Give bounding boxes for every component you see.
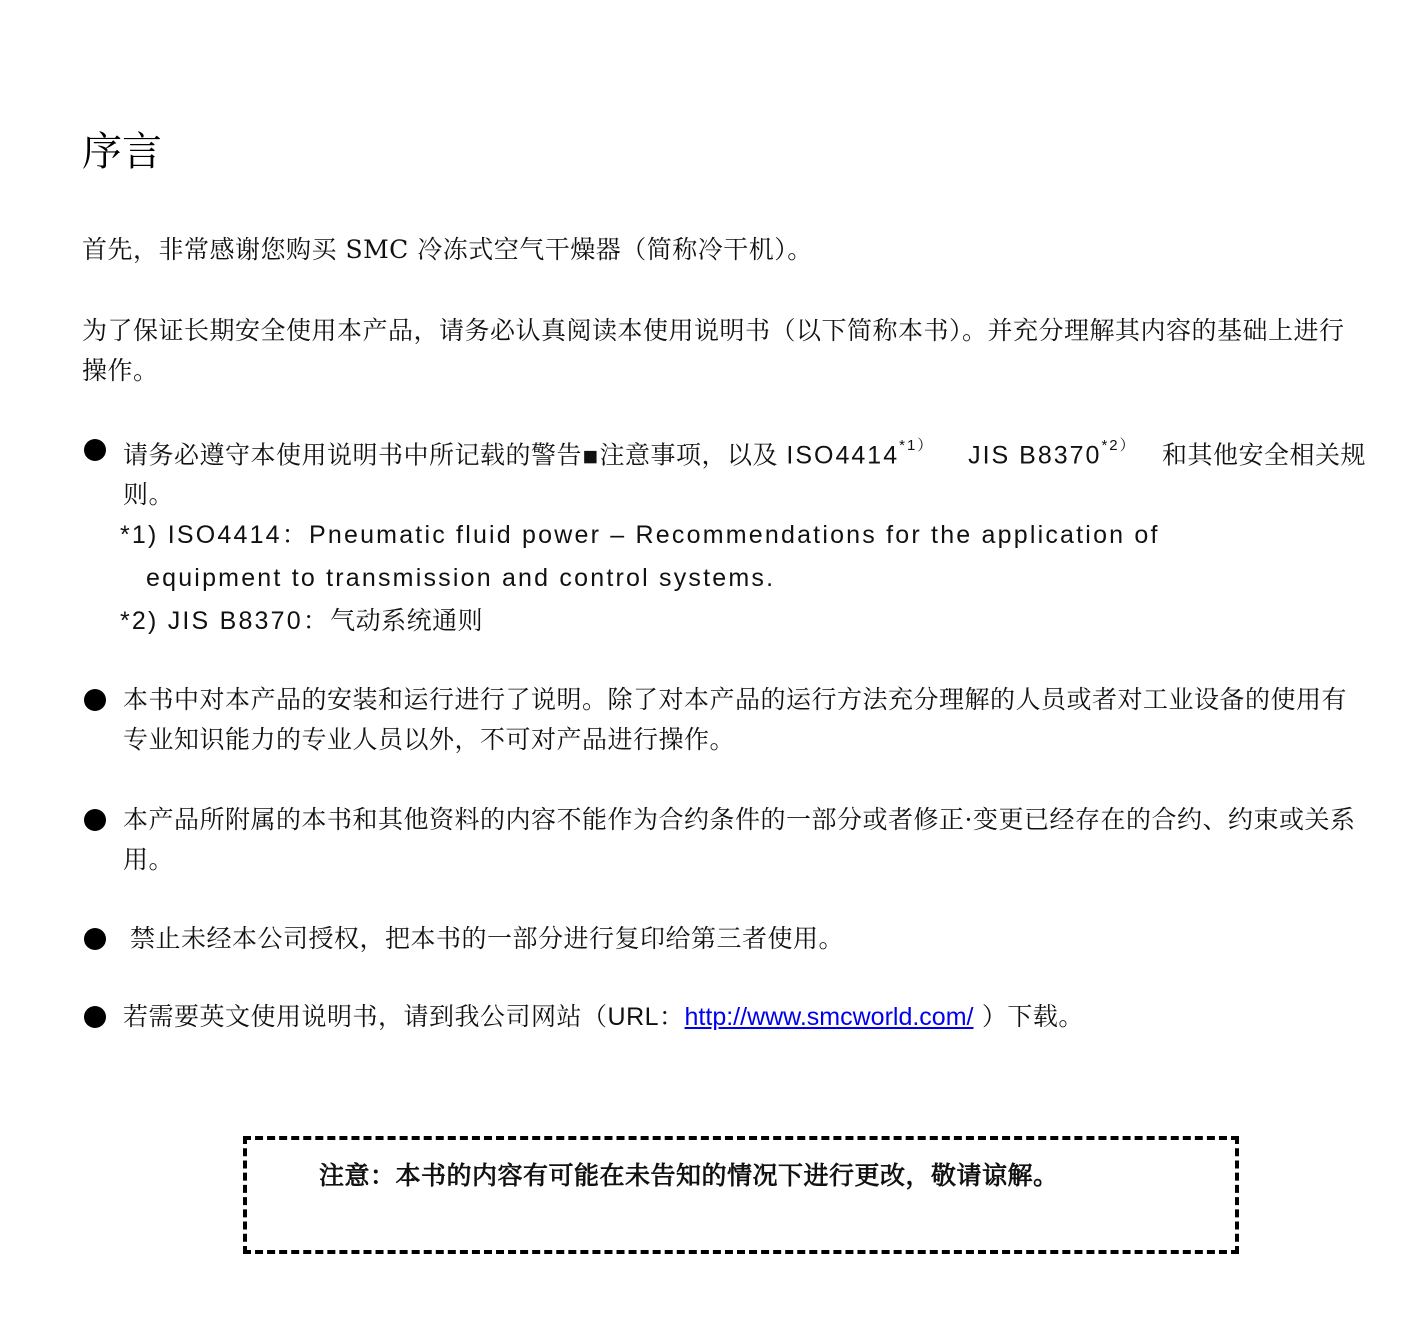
bullet-english-text-a: 若需要英文使用说明书，请到我公司网站（ bbox=[123, 1002, 608, 1031]
bullet-english-text bbox=[123, 997, 1367, 1037]
bullet-english-manual bbox=[82, 997, 1367, 1037]
intro-paragraph: 首先，非常感谢您购买 SMC 冷冻式空气干燥器（简称冷干机）。 bbox=[82, 235, 813, 264]
bullet-copy-text: 禁止未经本公司授权，把本书的一部分进行复印给第三者使用。 bbox=[130, 924, 845, 953]
bullet-contract bbox=[82, 800, 1367, 880]
separator-dot: ▪ bbox=[582, 440, 600, 470]
footnote-ref-1: *1） bbox=[899, 437, 935, 454]
footnote-1-line-2: equipment to transmission and control systems. bbox=[146, 564, 776, 592]
smc-website-link[interactable]: http://www.smcworld.com/ bbox=[684, 1003, 974, 1031]
bullet-safety-text bbox=[123, 430, 1367, 515]
bullet-icon bbox=[84, 1006, 106, 1028]
bullet-safety-text-a: 请务必遵守本使用说明书中所记载的警告 bbox=[123, 440, 583, 470]
bullet-icon bbox=[84, 809, 106, 831]
bullet-safety-rules bbox=[82, 430, 1367, 515]
standard-iso4414: ISO4414 bbox=[786, 441, 900, 470]
notice-box bbox=[243, 1136, 1239, 1254]
bullet-safety-text-c: 和其他安全相关规则。 bbox=[123, 440, 1366, 510]
page-title: 序言 bbox=[82, 129, 162, 175]
standard-jis-b8370: JIS B8370 bbox=[968, 441, 1102, 470]
bullet-contract-text: 本产品所附属的本书和其他资料的内容不能作为合约条件的一部分或者修正·变更已经存在的合约、约束或关系用。 bbox=[123, 805, 1356, 874]
footnote-ref-2: *2） bbox=[1101, 437, 1137, 454]
bullet-safety-text-b: 注意事项，以及 bbox=[599, 440, 787, 470]
footnote-1-line-1: *1) ISO4414：Pneumatic fluid power – Recommendations for the application of bbox=[120, 521, 1160, 549]
url-label: URL： bbox=[607, 1003, 685, 1031]
footnote-2-prefix: *2) JIS B8370： bbox=[120, 607, 331, 635]
bullet-icon bbox=[84, 928, 106, 950]
bullet-operators bbox=[82, 680, 1367, 760]
bullet-operators-text: 本书中对本产品的安装和运行进行了说明。除了对本产品的运行方法充分理解的人员或者对工业设备的使用有专业知识能力的专业人员以外，不可对产品进行操作。 bbox=[123, 685, 1348, 754]
bullet-copy bbox=[82, 919, 1367, 959]
footnote-2-text: 气动系统通则 bbox=[330, 606, 484, 635]
footnote-2 bbox=[120, 600, 483, 642]
bullet-icon bbox=[84, 689, 106, 711]
bullet-english-text-b: ）下载。 bbox=[973, 1002, 1084, 1031]
purpose-paragraph: 为了保证长期安全使用本产品，请务必认真阅读本使用说明书（以下简称本书）。并充分理解其内容的基础上进行操作。 bbox=[82, 316, 1345, 385]
bullet-icon bbox=[84, 439, 106, 461]
notice-text: 注意：本书的内容有可能在未告知的情况下进行更改，敬请谅解。 bbox=[319, 1161, 1059, 1190]
